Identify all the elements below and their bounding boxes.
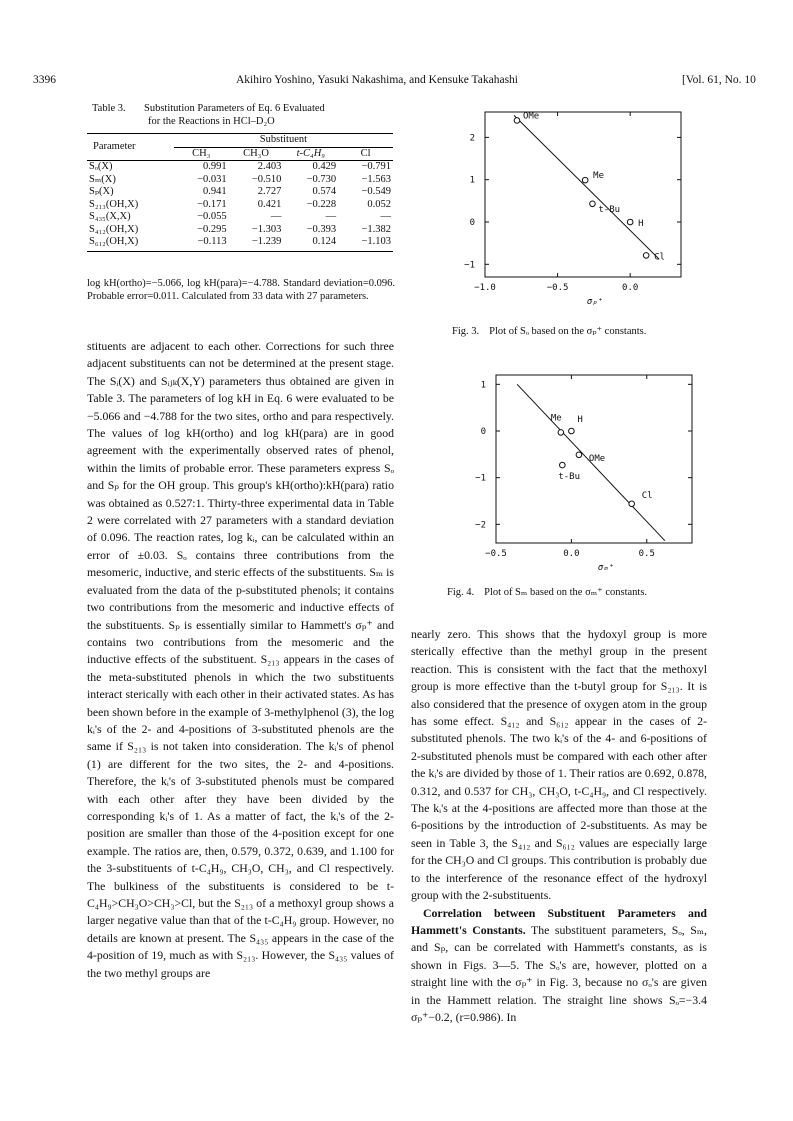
col-header-substituent: Substituent — [174, 134, 393, 148]
body-paragraph-correlation — [411, 905, 707, 1027]
section-heading: Correlation between Substituent Parameters and Hammett's Constants. — [411, 905, 707, 937]
figure-4 — [475, 369, 698, 573]
value-cell: 2.727 — [257, 186, 282, 197]
body-text: The substituent parameters, Sₒ, Sₘ, and Sₚ, can be correlated with Hammett's constants, as is shown in Figs. 3—5. The Sₒ's are, however, plotted on a straight line with the σₚ⁺ in Fig. 3, because no σₒ's are given in the Hammett relation. The straight line shows Sₒ=−3.4 σₚ⁺−0.2, (r=0.986). In — [411, 922, 707, 1024]
table-caption-line2: for the Reactions in HCl–D₂O — [148, 116, 275, 127]
table-caption-line1: Substitution Parameters of Eq. 6 Evaluated — [144, 103, 325, 114]
data-point — [514, 118, 520, 124]
point-label: Cl — [641, 490, 653, 501]
value-cell: 0.421 — [257, 198, 282, 210]
value-cell: 0.941 — [203, 186, 227, 197]
figure-4-label: Fig. 4. — [447, 587, 475, 598]
param-cell: Sₚ(X) — [89, 186, 114, 197]
col-header: CH₃ — [192, 147, 211, 159]
point-label: H — [577, 415, 583, 425]
y-tick-label: 1 — [480, 380, 486, 391]
value-cell: −1.303 — [251, 223, 282, 235]
y-tick-label: −1 — [464, 260, 475, 271]
figure-4-plot — [475, 369, 698, 573]
y-tick-label: 2 — [469, 133, 475, 144]
value-cell: −0.791 — [338, 161, 393, 174]
figure-4-caption — [447, 586, 647, 598]
figure-3-plot — [464, 104, 687, 307]
value-cell: −1.103 — [338, 236, 393, 251]
data-point — [582, 177, 588, 183]
data-point — [627, 219, 633, 225]
table-row — [87, 174, 393, 187]
data-point — [569, 428, 575, 434]
journal-volume: [Vol. 61, No. 10 — [682, 74, 756, 86]
y-tick-label: 0 — [469, 218, 475, 228]
col-header: CH₃O — [243, 147, 269, 159]
right-column — [411, 626, 707, 1026]
value-cell: — — [270, 211, 282, 222]
x-tick-label: 0.0 — [622, 283, 639, 293]
point-label: Me — [550, 413, 562, 424]
data-point — [590, 201, 596, 207]
x-axis-label: σₘ⁺ — [597, 563, 615, 573]
left-column — [87, 338, 394, 982]
y-tick-label: −1 — [475, 473, 486, 484]
value-cell: −0.393 — [306, 223, 337, 235]
table-row — [87, 211, 393, 224]
param-cell: S₄₁₂(OH,X) — [89, 223, 139, 235]
table-row — [87, 199, 393, 212]
value-cell: −0.549 — [361, 186, 391, 197]
value-cell: −0.113 — [174, 236, 229, 251]
table-label: Table 3. — [92, 103, 126, 114]
x-tick-label: −1.0 — [474, 283, 496, 293]
value-cell: 0.991 — [174, 161, 229, 174]
fit-line — [514, 115, 659, 259]
value-cell: 0.124 — [283, 236, 338, 251]
value-cell: −1.563 — [361, 173, 391, 185]
figure-3-label: Fig. 3. — [452, 326, 480, 337]
figure-3-caption — [452, 325, 646, 337]
col-header: t-C₄H₉ — [296, 147, 325, 159]
value-cell: — — [380, 211, 391, 222]
table-row — [87, 236, 393, 251]
point-label: H — [638, 219, 644, 229]
value-cell: 0.052 — [367, 198, 391, 210]
point-label: t-Bu — [598, 204, 621, 215]
value-cell: −0.055 — [197, 211, 227, 222]
table-row — [87, 161, 393, 174]
value-cell: 0.574 — [312, 186, 337, 197]
body-paragraph: stituents are adjacent to each other. Corrections for such three adjacent substituents can not be determined at the present stage. The Sᵢ(X) and Sᵢⱼₖ(X,Y) parameters thus obtained are given in Table 3. The parameters of log kH in Eq. 6 were evaluated to be −5.066 and −4.788 for the two sites, ortho and para respectively. The values of log kH(ortho) and log kH(para) are in good agreement with the experimentally observed rates of phenol, within the limits of probable error. These parameters express Sₒ and Sₚ for the OH group. This group's kH(ortho):kH(para) ratio was obtained as 0.527:1. Thirty-three experimental data in Table 2 were correlated with 27 parameters with a standard deviation of 0.096. The reaction rates, log kᵢ, can be calculated within an error of ±0.03. Sₒ contains three contributions from the mesomeric, inductive, and steric effects of the substituents. Sₘ is evaluated from the data of the p-substituted phenols; it contains two contributions from the mesomeric and inductive effects of the substituents. Sₚ is essentially similar to Hammett's σₚ⁺ and contains two contributions from the mesomeric and the inductive effects of the substituent. S₂₁₃ appears in the cases of the meta-substituted phenols in which the two substituents interact sterically with each other in their activated states. As has been shown before in the example of 3-methylphenol (3), the log kᵢ's of the 2- and 4-positions of 3-substituted phenols are the same if S₂₁₃ is not taken into consideration. The kᵢ's of phenol (1) are different for the two sites, the 2- and 4-positions. Therefore, the kᵢ's of 3-substituted phenols must be compared with each other after they have been divided by the corresponding kᵢ's of 1. As a matter of fact, the kᵢ's of the 2-position are smaller than those of the 4-position except for one example. The ratios are, then, 0.579, 0.372, 0.639, and 1.100 for the 3-substituents of t-C₄H₉, CH₃O, CH₃, and Cl respectively. The bulkiness of the substituents is considered to be t-C₄H₉>CH₃O>CH₃>Cl, but the S₂₁₃ of a methoxyl group shows a larger negative value than that of the t-C₄H₉ group. However, no details are known at present. The S₄₃₅ appears in the case of the 4-position of 19, much as with S₂₁₃. However, the S₄₃₅ values of the two methyl groups are — [87, 339, 394, 980]
table-row — [87, 224, 393, 237]
data-point — [643, 253, 649, 259]
data-point — [629, 501, 635, 507]
value-cell: −1.382 — [361, 223, 391, 235]
value-cell: −1.239 — [229, 236, 284, 251]
param-cell: S₆₁₂(OH,X) — [87, 236, 174, 251]
figure-4-caption-text: Plot of Sₘ based on the σₘ⁺ constants. — [484, 587, 648, 598]
value-cell: −0.171 — [197, 198, 227, 210]
param-cell: Sₒ(X) — [87, 161, 174, 174]
point-label: t-Bu — [558, 472, 581, 483]
table-footnote: log kH(ortho)=−5.066, log kH(para)=−4.788. Standard deviation=0.096. Probable error=0.011. Calculated from 33 data with 27 parameters. — [87, 278, 395, 302]
col-header-parameter: Parameter — [93, 140, 136, 152]
value-cell: −0.228 — [306, 198, 337, 210]
value-cell: 2.403 — [229, 161, 284, 174]
param-cell: S₄₃₅(X,X) — [89, 211, 131, 222]
page-number: 3396 — [33, 74, 56, 86]
x-axis-label: σₚ⁺ — [586, 297, 604, 307]
param-cell: S₂₁₃(OH,X) — [89, 198, 139, 210]
figure-3 — [464, 104, 687, 307]
data-point — [576, 452, 582, 458]
data-point — [560, 462, 566, 468]
value-cell: — — [325, 211, 337, 222]
point-label: OMe — [522, 111, 540, 122]
point-label: Me — [593, 171, 605, 182]
value-cell: −0.031 — [197, 173, 227, 185]
x-tick-label: 0.0 — [563, 549, 580, 559]
table-row — [87, 186, 393, 199]
figure-3-caption-text: Plot of Sₒ based on the σₚ⁺ constants. — [489, 326, 647, 337]
y-tick-label: 0 — [480, 427, 486, 437]
value-cell: −0.295 — [197, 223, 227, 235]
param-cell: Sₘ(X) — [89, 173, 116, 185]
data-point — [558, 430, 564, 436]
x-tick-label: −0.5 — [546, 283, 569, 293]
y-tick-label: 1 — [469, 175, 475, 186]
value-cell: 0.429 — [283, 161, 338, 174]
running-authors: Akihiro Yoshino, Yasuki Nakashima, and Kensuke Takahashi — [236, 74, 518, 86]
value-cell: −0.510 — [251, 173, 282, 185]
y-tick-label: −2 — [475, 520, 486, 531]
x-tick-label: −0.5 — [485, 549, 507, 559]
value-cell: −0.730 — [306, 173, 337, 185]
x-tick-label: 0.5 — [638, 549, 655, 559]
point-label: Cl — [654, 252, 665, 263]
point-label: OMe — [588, 453, 606, 464]
col-header: Cl — [360, 147, 371, 159]
body-paragraph: nearly zero. This shows that the hydoxyl group is more sterically effective than the methyl group in the present reaction. This is consistent with the fact that the methoxyl group is more effective than the t-butyl group for S₂₁₃. It is also considered that the presence of oxygen atom in the group has some effect. S₄₁₂ and S₆₁₂ appear in the cases of 2-substituted phenols. The two kᵢ's of the 4- and 6-positions of 2-substituted phenols must be compared with each other after the kᵢ's are divided by those of 1. Their ratios are 0.692, 0.878, 0.312, and 0.537 for CH₃, CH₃O, t-C₄H₉, and Cl respectively. The kᵢ's at the 4-positions are affected more than those at the 6-positions by the introduction of 2-substituents. As may be seen in Table 3, the S₄₁₂ and S₆₁₂ values are especially large for the CH₃O and Cl groups. This contribution is probably due to the interference of the resonance effect of the hydroxyl group with the 2-substituents. — [411, 627, 707, 903]
substitution-table — [87, 133, 393, 252]
table-caption — [92, 102, 392, 128]
